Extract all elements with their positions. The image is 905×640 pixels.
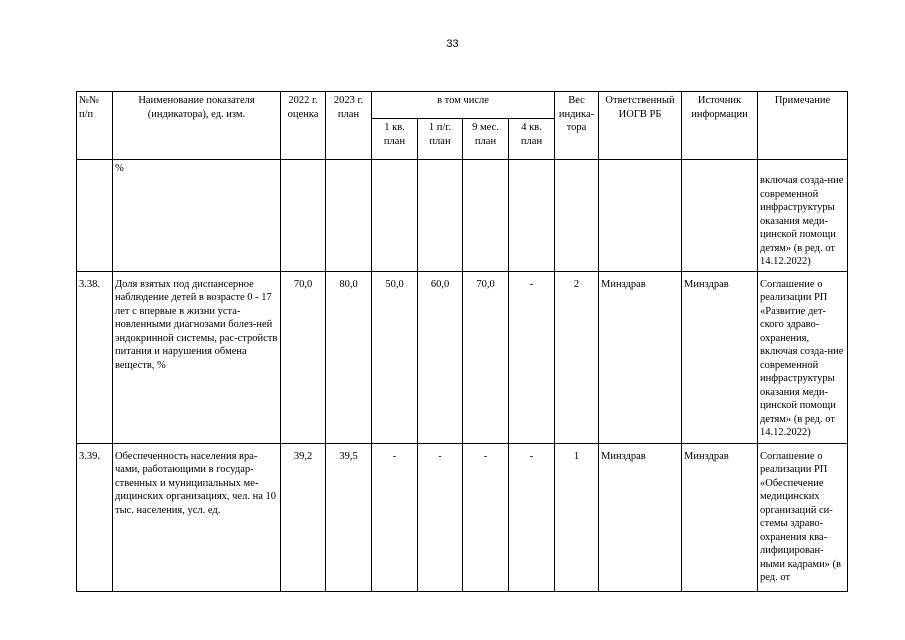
- table-row: [77, 271, 848, 443]
- cell-9m: [463, 160, 509, 272]
- cell-q1: [372, 160, 418, 272]
- indicators-table: [76, 91, 848, 592]
- cell-responsible: [599, 160, 682, 272]
- cell-name: %: [113, 160, 281, 272]
- cell-name: Доля взятых под диспансерное наблюдение детей в возрасте 0 - 17 лет с впервые в жизни уста-новленными диагнозами болез-ней эндокринной системы, рас-стройств питания и нарушения обмена веществ, %: [113, 271, 281, 443]
- cell-q1: 50,0: [372, 271, 418, 443]
- header-note: Примечание: [758, 92, 848, 160]
- cell-responsible: Минздрав: [599, 271, 682, 443]
- cell-2022: [281, 160, 326, 272]
- cell-weight: [555, 160, 599, 272]
- cell-q1: -: [372, 443, 418, 591]
- header-q1: 1 кв. план: [372, 119, 418, 160]
- cell-note: Соглашение о реализации РП «Обеспечение медицинских организаций си-стемы здраво-охранения ква-лифицирован-ными кадрами» (в ред. от: [758, 443, 848, 591]
- cell-responsible: Минздрав: [599, 443, 682, 591]
- cell-num: 3.39.: [77, 443, 113, 591]
- cell-note: включая созда-ние современной инфраструктуры оказания меди-цинской помощи детям» (в ред. от 14.12.2022): [758, 160, 848, 272]
- header-including: в том числе: [372, 92, 555, 119]
- cell-9m: 70,0: [463, 271, 509, 443]
- cell-num: [77, 160, 113, 272]
- header-num: №№ п/п: [77, 92, 113, 160]
- cell-source: [682, 160, 758, 272]
- cell-2023: 39,5: [326, 443, 372, 591]
- cell-2022: 70,0: [281, 271, 326, 443]
- cell-q4: [509, 160, 555, 272]
- header-2023: 2023 г. план: [326, 92, 372, 160]
- header-2022: 2022 г. оценка: [281, 92, 326, 160]
- header-name: Наименование показателя (индикатора), ед. изм.: [113, 92, 281, 160]
- table-row: [77, 443, 848, 591]
- cell-h1: 60,0: [418, 271, 463, 443]
- cell-h1: -: [418, 443, 463, 591]
- cell-num: 3.38.: [77, 271, 113, 443]
- header-responsible: Ответственный ИОГВ РБ: [599, 92, 682, 160]
- cell-note: Соглашение о реализации РП «Развитие дет-ского здраво-охранения, включая созда-ние современной инфраструктуры оказания меди-цинской помощи детям» (в ред. от 14.12.2022): [758, 271, 848, 443]
- cell-2023: 80,0: [326, 271, 372, 443]
- cell-2023: [326, 160, 372, 272]
- cell-weight: 1: [555, 443, 599, 591]
- cell-weight: 2: [555, 271, 599, 443]
- header-q4: 4 кв. план: [509, 119, 555, 160]
- header-source: Источник информации: [682, 92, 758, 160]
- page-number: 33: [446, 38, 459, 50]
- cell-9m: -: [463, 443, 509, 591]
- header-weight: Вес индика-тора: [555, 92, 599, 160]
- cell-q4: -: [509, 271, 555, 443]
- cell-2022: 39,2: [281, 443, 326, 591]
- cell-source: Минздрав: [682, 271, 758, 443]
- cell-h1: [418, 160, 463, 272]
- cell-name: Обеспеченность населения вра-чами, работающими в государ-ственных и муниципальных ме-дицинских организациях, чел. на 10 тыс. населения, усл. ед.: [113, 443, 281, 591]
- cell-source: Минздрав: [682, 443, 758, 591]
- header-h1: 1 п/г. план: [418, 119, 463, 160]
- cell-q4: -: [509, 443, 555, 591]
- header-9m: 9 мес. план: [463, 119, 509, 160]
- table-row: [77, 160, 848, 272]
